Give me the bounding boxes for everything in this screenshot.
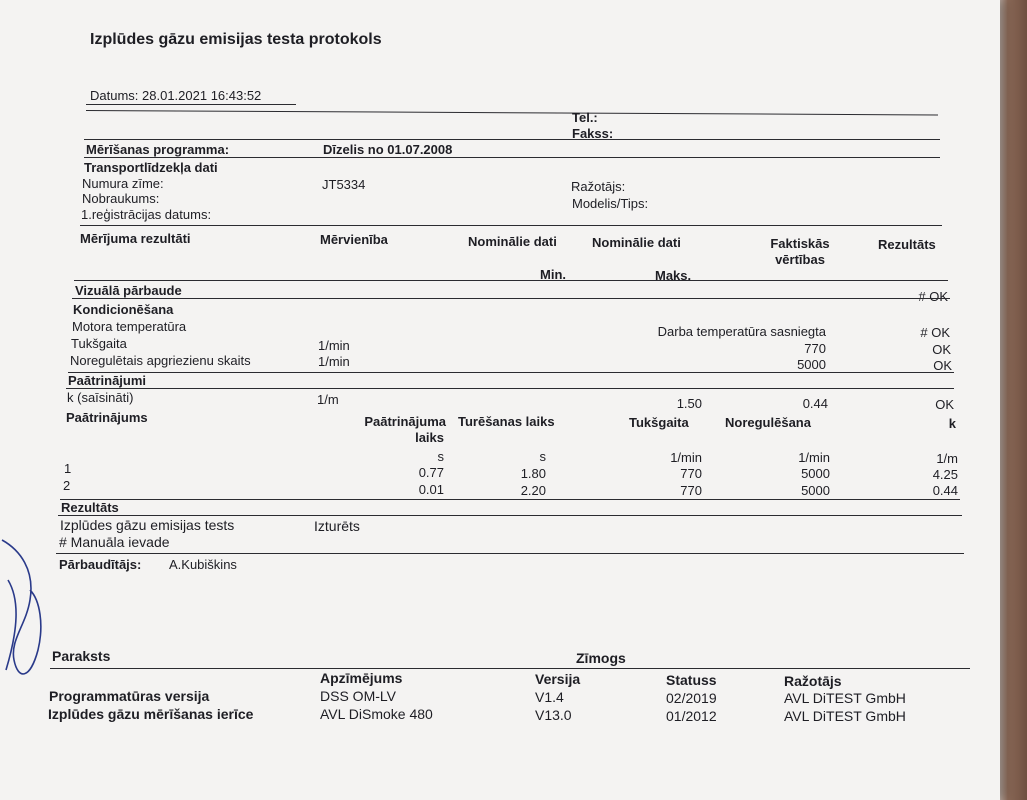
footer-row-label: Izplūdes gāzu mērīšanas ierīce: [48, 706, 254, 722]
plate-label: Numura zīme:: [82, 176, 164, 191]
cond-row-label: Tukšgaita: [71, 336, 127, 351]
col-idle: Tukšgaita: [629, 415, 689, 430]
footer-row-maker: AVL DiTEST GmbH: [784, 708, 906, 724]
maker-label: Ražotājs:: [571, 179, 626, 194]
acceleration-table-heading: Paātrinājums: [66, 410, 148, 425]
col-designation: Apzīmējums: [320, 670, 403, 686]
footer-row-maker: AVL DiTEST GmbH: [784, 690, 906, 706]
rule: [66, 388, 954, 389]
col-version: Versija: [535, 671, 581, 687]
cond-row-unit: 1/min: [318, 354, 350, 369]
signature-label: Paraksts: [52, 648, 111, 664]
results-col-measurement: Mērījuma rezultāti: [80, 231, 191, 246]
col-status: Statuss: [666, 672, 717, 688]
plate-value: JT5334: [322, 177, 366, 192]
accelerations-heading: Paātrinājumi: [68, 373, 147, 388]
footer-row-version: V13.0: [535, 707, 572, 723]
accel-row-number: 2: [63, 478, 71, 493]
program-value: Dīzelis no 01.07.2008: [323, 142, 453, 157]
rule: [56, 553, 964, 554]
program-label: Mērīšanas programma:: [86, 142, 230, 157]
unit-k: 1/m: [936, 451, 958, 466]
results-col-min: Min.: [540, 267, 566, 282]
k-actual: 0.44: [802, 396, 828, 411]
unit-governed: 1/min: [798, 450, 830, 465]
tel-label: Tel.:: [572, 110, 598, 125]
vehicle-heading: Transportlīdzekļa dati: [84, 160, 218, 175]
k-unit: 1/m: [317, 392, 339, 407]
col-hold-time: Turēšanas laiks: [458, 414, 555, 429]
accel-row-idle: 770: [680, 466, 702, 481]
footer-row-label: Programmatūras versija: [49, 688, 210, 704]
accel-row-hold: 1.80: [520, 466, 546, 481]
cond-row-actual: 770: [804, 341, 826, 356]
rule: [86, 110, 938, 115]
model-label: Modelis/Tips:: [572, 196, 649, 211]
cond-row-result: # OK: [920, 325, 950, 340]
results-col-actual-1: Faktiskās: [770, 236, 830, 251]
fax-label: Fakss:: [572, 126, 614, 141]
results-col-max: Maks.: [655, 268, 692, 283]
results-col-nominal-min: Nominālie dati: [468, 234, 557, 249]
results-col-actual-2: vērtības: [775, 252, 825, 267]
col-maker: Ražotājs: [784, 673, 842, 689]
conditioning-heading: Kondicionēšana: [73, 302, 174, 317]
col-governed: Noregulēšana: [725, 415, 811, 430]
footer-row-version: V1.4: [535, 689, 564, 705]
date-line: Datums: 28.01.2021 16:43:52: [90, 88, 262, 103]
results-col-unit: Mērvienība: [320, 232, 388, 247]
col-accel-time-1: Paātrinājuma: [364, 414, 446, 429]
rule: [72, 298, 950, 299]
cond-row-label: Motora temperatūra: [72, 319, 187, 334]
k-max: 1.50: [676, 396, 702, 411]
accel-row-accel: 0.01: [418, 482, 444, 497]
rule: [86, 104, 296, 105]
results-col-result: Rezultāts: [878, 237, 936, 252]
visual-label: Vizuālā pārbaude: [75, 283, 182, 298]
accel-row-k: 0.44: [932, 483, 958, 498]
col-accel-time-2: laiks: [415, 430, 444, 445]
results-col-nominal-max: Nominālie dati: [592, 235, 681, 250]
cond-row-result: OK: [932, 342, 951, 357]
rule: [68, 372, 954, 373]
manual-entry-note: # Manuāla ievade: [59, 534, 170, 550]
emission-test-label: Izplūdes gāzu emisijas tests: [60, 517, 235, 533]
cond-row-label: Noregulētais apgriezienu skaits: [70, 353, 251, 368]
mileage-label: Nobraukums:: [82, 191, 160, 206]
footer-row-status: 02/2019: [666, 690, 717, 706]
inspector-label: Pārbaudītājs:: [59, 557, 142, 572]
accel-row-governed: 5000: [801, 466, 830, 481]
emission-test-value: Izturēts: [314, 518, 360, 534]
cond-row-actual: Darba temperatūra sasniegta: [657, 324, 826, 339]
accel-row-k: 4.25: [932, 467, 958, 482]
unit-accel: s: [437, 449, 444, 464]
inspector-name: A.Kubiškins: [169, 557, 237, 572]
rule: [60, 499, 960, 500]
stamp-label: Zīmogs: [576, 650, 626, 666]
accel-row-accel: 0.77: [418, 465, 444, 480]
cond-row-unit: 1/min: [318, 338, 350, 353]
rule: [84, 157, 940, 158]
rule: [84, 139, 940, 140]
footer-row-status: 01/2012: [666, 708, 717, 724]
col-k: k: [948, 416, 956, 431]
registration-label: 1.reģistrācijas datums:: [81, 207, 212, 222]
footer-row-designation: DSS OM-LV: [320, 688, 396, 704]
unit-idle: 1/min: [670, 450, 702, 465]
rule: [58, 515, 962, 516]
accel-row-idle: 770: [680, 483, 702, 498]
k-label: k (saīsināti): [67, 390, 134, 405]
cond-row-actual: 5000: [797, 357, 826, 372]
accel-row-hold: 2.20: [520, 483, 546, 498]
k-result: OK: [935, 397, 954, 412]
visual-result: # OK: [918, 289, 948, 304]
accel-row-governed: 5000: [801, 483, 830, 498]
rule: [74, 280, 948, 281]
rule: [50, 668, 970, 669]
accel-row-number: 1: [64, 461, 72, 476]
document-title: Izplūdes gāzu emisijas testa protokols: [90, 31, 382, 48]
rule: [80, 225, 942, 226]
unit-hold: s: [539, 449, 546, 464]
handwritten-signature: [0, 530, 60, 710]
result-heading: Rezultāts: [61, 500, 119, 515]
cond-row-result: OK: [933, 358, 952, 373]
footer-row-designation: AVL DiSmoke 480: [320, 706, 433, 722]
